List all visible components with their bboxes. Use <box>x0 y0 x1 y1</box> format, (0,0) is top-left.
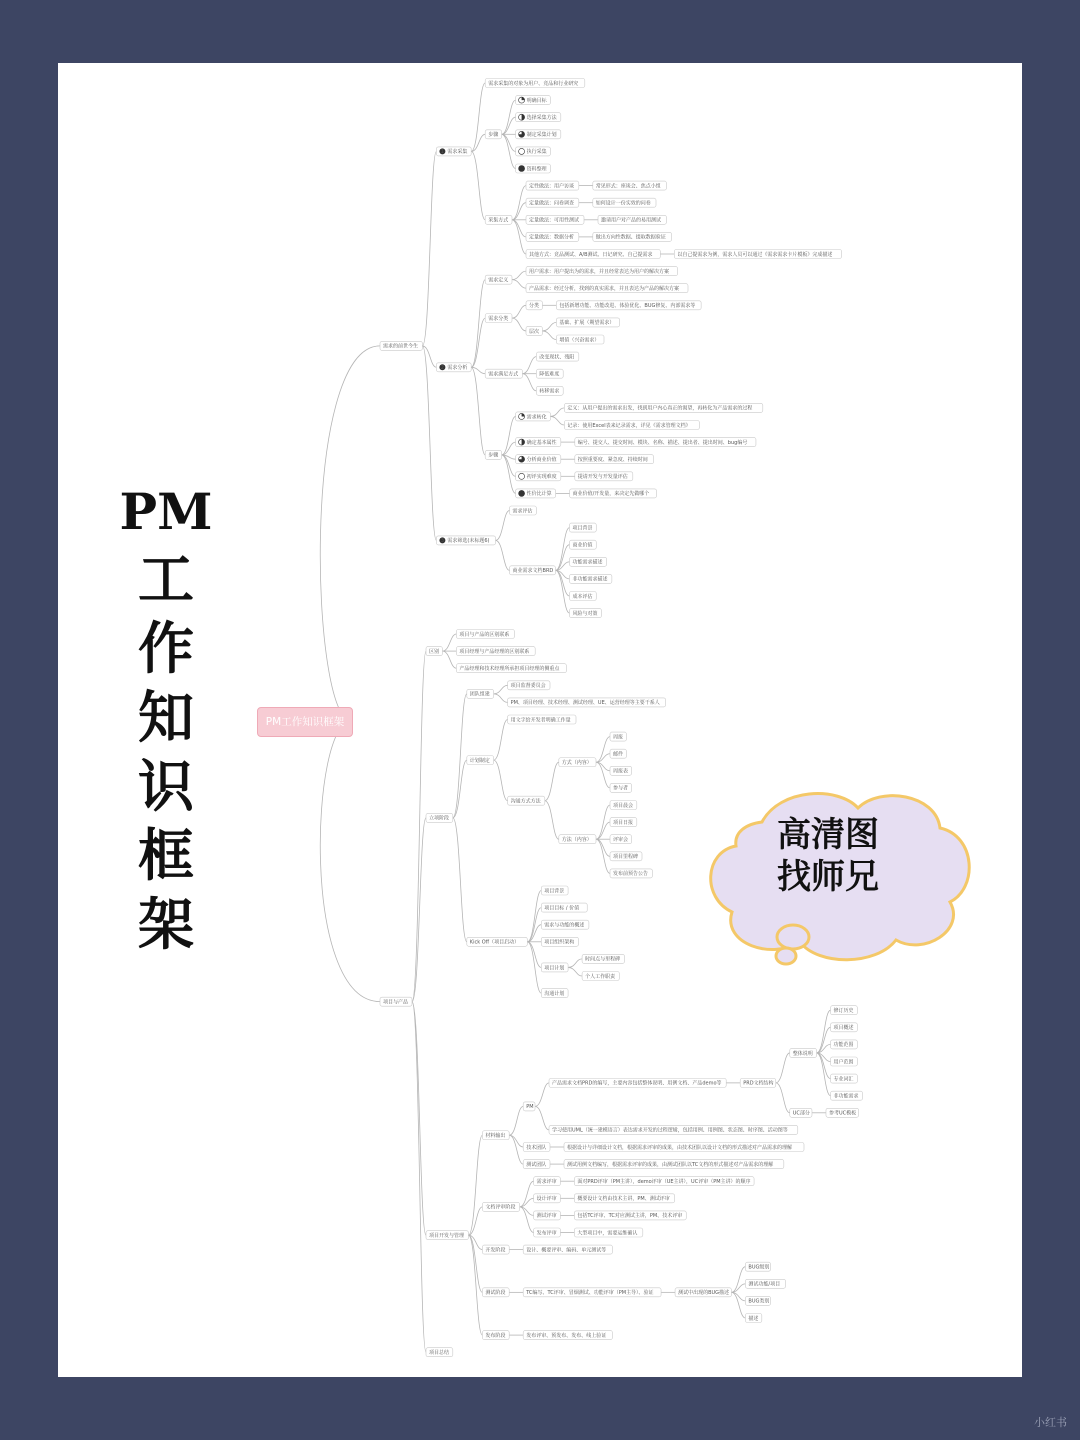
node-label: 方式（内容） <box>561 760 592 767</box>
mindmap-node[interactable] <box>564 1143 804 1152</box>
node-label: 周报表 <box>613 768 629 775</box>
mindmap-node[interactable] <box>610 801 637 810</box>
node-label: 确定基本属性 <box>526 439 557 446</box>
node-label: 设计评审 <box>536 1196 557 1203</box>
mindmap-node[interactable] <box>456 630 514 639</box>
mindmap-node[interactable] <box>745 1279 785 1288</box>
mindmap-node[interactable] <box>831 1006 858 1015</box>
priority-icon <box>519 439 525 445</box>
node-label: 项目计划 <box>544 965 565 972</box>
node-label: 项目开发与管理 <box>429 1232 465 1239</box>
mindmap-node[interactable] <box>569 574 611 583</box>
mindmap-node[interactable] <box>508 796 545 805</box>
mindmap-node[interactable] <box>598 215 666 224</box>
mindmap-node[interactable] <box>570 489 657 498</box>
node-label: 记录：使用Excel表来记录需求，详见《需求管理文档》 <box>567 422 691 429</box>
node-label: 常见形式：座谈会、焦点小组 <box>595 183 661 190</box>
mindmap-node[interactable] <box>526 215 584 224</box>
node-label: 发布前预告公告 <box>613 871 649 878</box>
node-label: 包括新增功能、功能改进、体验优化、BUG修复、内部需求等 <box>559 303 696 310</box>
mindmap-node[interactable] <box>516 438 561 447</box>
mindmap-node[interactable] <box>536 369 563 378</box>
node-label: 发布评审 <box>536 1230 557 1237</box>
node-label: 专业词汇 <box>833 1076 854 1083</box>
node-label: 技术团队 <box>526 1144 547 1151</box>
node-label: 编号、提交人、提交时间、模块、名称、描述、提出者、提出时间、bug编号 <box>577 439 748 446</box>
mindmap-node[interactable] <box>526 326 542 335</box>
title-char: 知 <box>138 685 194 751</box>
node-label: 需求分析 <box>447 365 468 372</box>
title-char: 识 <box>138 754 194 820</box>
node-label: 沟通方式方法 <box>510 798 541 805</box>
node-label: 发布阶段 <box>485 1332 506 1339</box>
mindmap-node[interactable] <box>575 455 654 464</box>
mindmap-node[interactable] <box>610 869 652 878</box>
node-label: 步骤 <box>488 132 499 139</box>
node-label: 区别 <box>429 648 440 655</box>
mindmap-node[interactable] <box>534 1228 561 1237</box>
node-label: 层次 <box>529 328 540 335</box>
node-label: 需求的前世今生 <box>383 343 419 350</box>
node-label: 根据设计与详细设计文档，根据需求评审的成果，由技术团队以设计文档的形式描述对产品需求的理解 <box>567 1144 793 1151</box>
node-label: 提请开发与开发量评估 <box>577 474 628 481</box>
node-label: 降低难度 <box>539 371 560 378</box>
watermark: 小红书 <box>1034 1416 1067 1429</box>
mindmap-node[interactable] <box>526 250 660 259</box>
node-label: 性价比计算 <box>526 491 552 498</box>
mindmap-node[interactable] <box>790 1108 812 1117</box>
node-label: 面对PRD评审（PM主讲），demo评审（UE主讲），UC评审（PM主讲）的顺序 <box>577 1179 751 1185</box>
mindmap-node[interactable] <box>485 215 512 224</box>
node-label: 定量做法：问卷调查 <box>529 200 575 207</box>
mindmap-node[interactable] <box>831 1057 858 1066</box>
mindmap-node[interactable] <box>569 557 606 566</box>
mindmap-node[interactable] <box>564 1160 784 1169</box>
mindmap-node[interactable] <box>467 756 494 765</box>
mindmap-node[interactable] <box>569 609 601 618</box>
mindmap-node[interactable] <box>831 1023 858 1032</box>
node-label: 周报 <box>613 734 624 741</box>
node-label: 包括TC评审、TC对应测试主讲，PM、技术评审 <box>577 1213 683 1220</box>
mindmap-node[interactable] <box>526 181 579 190</box>
node-label: 项目组织架构 <box>544 939 575 946</box>
mindmap-node[interactable] <box>674 250 841 259</box>
node-label: 用户需求：用户提出为的需求，并且经常表达为用户的解决方案 <box>529 268 670 275</box>
priority-icon <box>519 413 525 419</box>
mindmap-node[interactable] <box>831 1091 863 1100</box>
mindmap-node[interactable] <box>516 164 551 173</box>
node-label: 资料整理 <box>526 166 547 173</box>
mindmap-node[interactable] <box>456 664 566 673</box>
svg-text:1: 1 <box>440 149 444 155</box>
mindmap-node[interactable] <box>541 937 578 946</box>
node-label: 基础、扩展（期望需求） <box>559 320 615 327</box>
node-label: 团队组建 <box>469 691 490 698</box>
mindmap-node[interactable] <box>436 147 471 156</box>
mindmap-node[interactable] <box>526 267 678 276</box>
mindmap-node[interactable] <box>526 301 542 310</box>
node-label: 需求定义 <box>488 277 509 284</box>
node-label: 按照重要度、紧急度、持续时间 <box>577 457 648 463</box>
node-label: 项目目标 / 价值 <box>544 905 580 912</box>
mindmap-node[interactable] <box>593 181 667 190</box>
mindmap-node[interactable] <box>467 937 527 946</box>
node-label: 功能需求描述 <box>572 559 603 566</box>
node-label: BUG类别 <box>748 1298 770 1305</box>
mindmap-node[interactable] <box>610 818 637 827</box>
priority-icon <box>519 490 525 496</box>
node-label: 项目总结 <box>429 1350 450 1356</box>
node-label: 步骤 <box>488 452 499 459</box>
node-label: 需求采集的对象为用户、竞品和行业研究 <box>488 80 579 87</box>
mindmap-node[interactable] <box>516 147 551 156</box>
mindmap-node[interactable] <box>523 1160 550 1169</box>
node-label: 项目监督委员会 <box>510 683 546 690</box>
node-label: PRD文档结构 <box>743 1080 774 1087</box>
node-label: 项目背景 <box>572 525 593 532</box>
mindmap-node[interactable] <box>485 79 585 88</box>
mindmap-node[interactable] <box>523 1288 661 1297</box>
node-label: 定量做法：数据分析 <box>529 234 575 241</box>
node-label: 执行采集 <box>526 149 547 156</box>
mindmap-node[interactable] <box>745 1296 770 1305</box>
node-label: 项目与产品 <box>383 999 409 1006</box>
mindmap-node[interactable] <box>426 813 453 822</box>
node-label: 参考UC模板 <box>828 1110 857 1117</box>
node-label: 转移需求 <box>539 388 560 395</box>
mindmap-node[interactable] <box>541 963 568 972</box>
mindmap-node[interactable] <box>516 489 556 498</box>
node-label: 测试阶段 <box>485 1290 506 1297</box>
node-label: 项目概述 <box>833 1025 854 1032</box>
node-label: 概要设计文档由技术主讲，PM、测试评审 <box>577 1196 670 1203</box>
node-label: 选择采集方法 <box>526 115 557 121</box>
mindmap-node[interactable] <box>510 566 556 575</box>
mindmap-node[interactable] <box>485 369 522 378</box>
node-label: 成本评估 <box>572 593 593 600</box>
title-char: 架 <box>138 892 194 958</box>
node-label: 需求采集 <box>447 149 468 156</box>
mindmap-node[interactable] <box>516 472 561 481</box>
mindmap-node[interactable] <box>569 592 596 601</box>
priority-icon <box>519 473 525 479</box>
mindmap-node[interactable] <box>482 1245 509 1254</box>
node-label: 开发阶段 <box>485 1247 506 1254</box>
mindmap-node[interactable] <box>523 1143 550 1152</box>
title-char: 工 <box>138 547 194 613</box>
mindmap-node[interactable] <box>574 1228 642 1237</box>
mindmap-node[interactable] <box>574 1177 754 1186</box>
mindmap-node[interactable] <box>426 1348 453 1357</box>
title-char: 作 <box>138 616 194 682</box>
cloud-line-2: 找师兄 <box>777 857 879 897</box>
node-label: 需求满足方式 <box>488 371 519 378</box>
mindmap-node[interactable] <box>610 732 626 741</box>
node-label: 以自己提需求为例，需求人员可以通过《需求需求卡片模板》完成描述 <box>677 251 833 258</box>
mindmap-node[interactable] <box>582 972 619 981</box>
mindmap-node[interactable] <box>467 689 494 698</box>
node-label: 项目背景 <box>544 888 565 895</box>
mindmap-node[interactable] <box>831 1040 858 1049</box>
node-label: 发布评审、预发布、发布、线上验证 <box>526 1332 607 1339</box>
node-label: 如何设计一份实效的问卷 <box>595 200 651 207</box>
node-label: 改变现状、残阳 <box>539 354 575 361</box>
node-label: 分类 <box>529 303 540 310</box>
mindmap-node[interactable] <box>426 647 442 656</box>
node-label: 项目晨会 <box>613 802 634 809</box>
mindmap-node[interactable] <box>575 438 756 447</box>
mindmap-node[interactable] <box>516 455 561 464</box>
title-pm: PM <box>119 482 213 541</box>
node-label: 方法（内容） <box>561 837 592 843</box>
node-label: 个人工作职责 <box>585 973 616 980</box>
node-label: UC部分 <box>792 1110 810 1117</box>
node-label: 制定采集计划 <box>526 132 557 139</box>
mindmap-node[interactable] <box>610 766 632 775</box>
node-label: 商业价值 <box>572 542 593 549</box>
node-label: 需求评审 <box>536 1179 557 1185</box>
node-label: 需求分类 <box>488 315 509 322</box>
mindmap-node[interactable] <box>436 536 495 545</box>
root-node[interactable]: PM工作知识框架 <box>257 707 353 737</box>
mindmap-node[interactable] <box>610 835 632 844</box>
node-label: 整体说明 <box>792 1050 813 1057</box>
node-label: Kick Off（项目启动） <box>469 939 520 946</box>
mindmap-node[interactable] <box>526 198 579 207</box>
node-label: 设计、概要评审、编码、单元测试等 <box>526 1247 607 1254</box>
mindmap-node[interactable] <box>534 1194 561 1203</box>
node-label: 时间点与里程碑 <box>585 956 621 963</box>
node-label: 测试功能/项目 <box>748 1281 781 1288</box>
mindmap-node[interactable] <box>574 1211 686 1220</box>
mindmap-node[interactable] <box>534 1177 561 1186</box>
mindmap-node[interactable] <box>549 1125 798 1134</box>
node-label: 其他方式：竞品测试、A/B测试、日记研究、自己提需求 <box>529 251 653 258</box>
mindmap-node[interactable] <box>569 540 596 549</box>
priority-icon <box>519 166 525 172</box>
node-label: 材料输出 <box>485 1133 506 1140</box>
mindmap-node[interactable] <box>569 523 596 532</box>
priority-icon <box>519 131 525 137</box>
node-label: 明确目标 <box>526 97 547 104</box>
mindmap-node[interactable] <box>541 903 587 912</box>
node-label: 增值（兴奋需求） <box>559 337 600 344</box>
mindmap-node[interactable] <box>541 920 589 929</box>
node-label: 测试评审 <box>536 1213 557 1220</box>
mindmap-node[interactable] <box>559 758 596 767</box>
node-label: 学习使用UML（统一建模语言）表达需求开发的过程逻辑，包括用例、用例图、状态图、时序图、活动图等 <box>552 1127 788 1134</box>
node-label: 需求筛选(未标题6) <box>447 538 490 545</box>
node-label: 修订历史 <box>833 1008 854 1014</box>
mindmap-node[interactable] <box>610 749 626 758</box>
mindmap-node[interactable] <box>556 318 619 327</box>
mindmap-node[interactable] <box>482 1202 519 1211</box>
mindmap-node[interactable] <box>541 886 568 895</box>
mindmap-node[interactable] <box>523 1102 535 1111</box>
node-label: 参与者 <box>613 785 629 792</box>
mindmap-node[interactable] <box>526 284 688 293</box>
mindmap-node[interactable] <box>556 301 701 310</box>
mindmap-node[interactable] <box>564 403 762 412</box>
mindmap-node[interactable] <box>574 1194 674 1203</box>
mindmap-node[interactable] <box>541 989 568 998</box>
mindmap-node[interactable] <box>508 681 550 690</box>
node-label: 定性做法：用户访谈 <box>529 183 575 190</box>
node-label: 定义：从用户提出的需求出发，找到用户内心真正的渴望，再转化为产品需求的过程 <box>567 405 753 412</box>
node-label: 计划制定 <box>469 757 490 764</box>
priority-icon <box>519 114 525 120</box>
node-label: 产品经理和技术经理所承担项目经理的侧重点 <box>459 666 560 672</box>
node-label: 需求与功能的概述 <box>544 922 585 929</box>
node-label: 项目与产品的区别联系 <box>459 631 510 638</box>
node-label: 做出方向性数据、提取数据验证 <box>595 234 666 241</box>
node-label: PM <box>526 1104 534 1111</box>
mindmap-node[interactable] <box>549 1078 726 1087</box>
mindmap-node[interactable] <box>564 421 699 430</box>
mindmap-node[interactable] <box>575 472 633 481</box>
node-label: 采集方式 <box>488 217 509 224</box>
branch-demand-lifecycle[interactable] <box>380 341 422 350</box>
mindmap-node[interactable] <box>826 1108 859 1117</box>
node-label: 定量做法：可用性测试 <box>529 217 580 224</box>
node-label: 项目经理与产品经理的区别联系 <box>459 648 530 655</box>
node-label: BUG级别 <box>748 1264 770 1271</box>
mindmap-node[interactable] <box>675 1288 731 1297</box>
mindmap-node[interactable] <box>485 450 501 459</box>
node-label: 非功能需求描述 <box>572 576 608 583</box>
svg-text:3: 3 <box>440 538 444 545</box>
node-label: 非功能需求 <box>833 1093 859 1100</box>
mindmap-node[interactable] <box>831 1074 858 1083</box>
mindmap-node[interactable] <box>523 1331 612 1340</box>
mindmap-node[interactable] <box>516 113 561 122</box>
mindmap-node[interactable] <box>456 647 535 656</box>
node-label: 用文字给开发者明确工作量 <box>510 717 571 724</box>
mindmap-node[interactable] <box>534 1211 561 1220</box>
node-label: 测试中出现的BUG描述 <box>678 1290 730 1297</box>
node-label: 商业需求文档BRD <box>512 568 554 575</box>
node-label: 大型项目中，需要运维确认 <box>577 1230 638 1237</box>
mindmap-node[interactable] <box>510 506 537 515</box>
mindmap-node[interactable] <box>526 232 579 241</box>
node-label: PM、项目经理、技术经理、测试经理、UE、运营经理等主要干系人 <box>510 700 660 707</box>
node-label: 用户范围 <box>833 1059 854 1066</box>
mindmap-node[interactable] <box>482 1331 509 1340</box>
node-label: 需求转化 <box>526 414 547 421</box>
node-label: 邮件 <box>613 751 624 758</box>
branch-project-and-product[interactable] <box>380 997 412 1006</box>
mindmap-node[interactable] <box>593 198 656 207</box>
node-label: 文档评审阶段 <box>485 1204 516 1211</box>
priority-icon <box>519 97 525 103</box>
mindmap-node[interactable] <box>536 352 578 361</box>
mindmap-node[interactable] <box>516 412 551 421</box>
mindmap-node[interactable] <box>610 783 632 792</box>
thought-cloud-icon <box>700 780 980 980</box>
mindmap-node[interactable] <box>582 954 624 963</box>
mindmap-node[interactable] <box>508 698 666 707</box>
node-label: 风险与对策 <box>572 610 598 617</box>
node-label: 项目日报 <box>613 819 634 826</box>
node-label: 测试用例文档编写，根据需求评审的成果，由测试团队以TC文档的形式描述对产品需求的理解 <box>567 1161 774 1168</box>
node-label: 产品需求：经过分析，找到的真实需求，并且表达为产品的解决方案 <box>529 286 680 292</box>
mindmap-node[interactable] <box>610 852 642 861</box>
node-label: 描述 <box>748 1315 759 1322</box>
svg-text:2: 2 <box>440 364 444 371</box>
node-label: 邀请用户对产品的易用测试 <box>601 217 662 224</box>
node-label: TC编写、TC评审、冒烟测试、功能评审（PM主导）、验证 <box>526 1290 654 1297</box>
priority-icon <box>519 456 525 462</box>
mindmap-node[interactable] <box>485 314 512 323</box>
node-label: 需求评估 <box>512 508 533 515</box>
cloud-line-1: 高清图 <box>777 815 879 855</box>
node-label: 评审会 <box>613 837 629 843</box>
mindmap-node[interactable] <box>745 1314 761 1323</box>
mindmap-node[interactable] <box>485 130 501 139</box>
node-label: 项目里程碑 <box>613 854 639 861</box>
node-label: 沟通计划 <box>544 990 565 997</box>
mindmap-node[interactable] <box>516 130 561 139</box>
mindmap-node[interactable] <box>485 275 512 284</box>
mindmap-node[interactable] <box>523 1245 612 1254</box>
mindmap-node[interactable] <box>482 1131 509 1140</box>
mindmap-node[interactable] <box>482 1288 509 1297</box>
node-label: 分析商业价值 <box>526 457 557 463</box>
mindmap-node[interactable] <box>508 715 576 724</box>
node-label: 产品需求文档PRD的编写，主要内容包括整体说明、用例文档、产品demo等 <box>552 1080 722 1087</box>
node-label: 初评实现难度 <box>526 474 557 481</box>
mindmap-node[interactable] <box>790 1048 817 1057</box>
node-label: 立项阶段 <box>429 815 450 822</box>
mindmap-node[interactable] <box>559 835 596 844</box>
node-label: 商业价值/开发量，来决定先做哪个 <box>572 491 650 498</box>
node-label: 测试团队 <box>526 1161 547 1168</box>
mindmap-node[interactable] <box>516 96 551 105</box>
node-label: 功能范围 <box>833 1042 854 1049</box>
mindmap-node[interactable] <box>426 1231 468 1240</box>
mindmap-node[interactable] <box>556 335 604 344</box>
title-char: 框 <box>138 823 194 889</box>
priority-icon <box>519 148 525 154</box>
mindmap-node[interactable] <box>740 1078 776 1087</box>
mindmap-node[interactable] <box>436 363 471 372</box>
mindmap-node[interactable] <box>593 232 672 241</box>
mindmap-node[interactable] <box>745 1262 770 1271</box>
mindmap-node[interactable] <box>536 386 563 395</box>
